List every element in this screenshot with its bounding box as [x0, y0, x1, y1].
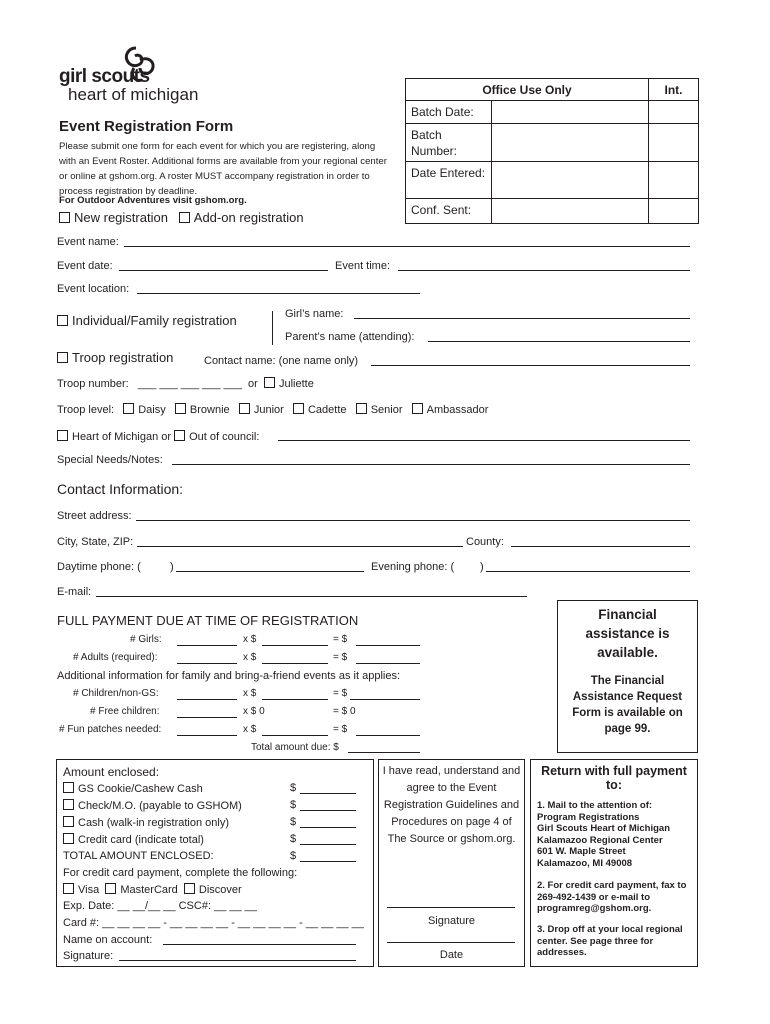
cookie-cash-amount-field[interactable]: [300, 793, 356, 794]
dollar-sign: $: [290, 833, 297, 845]
cash-amount-field[interactable]: [300, 827, 356, 828]
contact-name-field[interactable]: [371, 365, 690, 366]
address-line: Kalamazoo, MI 49008: [537, 857, 633, 869]
girls-price-field[interactable]: [262, 645, 328, 646]
csc-label: CSC#:: [178, 900, 212, 912]
date-entered-label: Date Entered:: [411, 166, 486, 180]
amount-enclosed-box: [56, 759, 374, 967]
amount-enclosed-heading: Amount enclosed:: [63, 765, 160, 779]
free-children-total: = $ 0: [333, 706, 356, 717]
exp-field[interactable]: __ __/__ __: [117, 900, 176, 912]
dollar-sign: $: [290, 850, 297, 862]
mastercard-label: MasterCard: [120, 884, 178, 896]
total-due-label: Total amount due: $: [251, 742, 339, 753]
discover-checkbox[interactable]: [184, 883, 195, 894]
email-label: E-mail:: [57, 586, 92, 598]
payment-heading: FULL PAYMENT DUE AT TIME OF REGISTRATION: [57, 613, 359, 628]
troop-number-blanks[interactable]: ___ ___ ___ ___ ___: [137, 378, 242, 390]
special-needs-field[interactable]: [172, 464, 690, 465]
event-location-field[interactable]: [137, 293, 420, 294]
enclosed-checkbox[interactable]: [63, 799, 74, 810]
fun-patches-field[interactable]: [177, 735, 237, 736]
office-use-box: [405, 78, 699, 224]
children-count-field[interactable]: [177, 699, 237, 700]
address-line: Program Registrations: [537, 811, 640, 823]
agreement-text: I have read, understand and agree to the Event Registration Guidelines and Procedures on page 4 of The Source or gshom.org.: [382, 765, 521, 845]
enclosed-checkbox[interactable]: [63, 833, 74, 844]
individual-registration-checkbox[interactable]: [57, 315, 68, 326]
int-label: Int.: [664, 83, 683, 97]
cc-instruction: For credit card payment, complete the following:: [63, 867, 298, 879]
new-registration-label: New registration: [74, 210, 168, 225]
level-daisy: Daisy: [138, 404, 166, 416]
level-junior: Junior: [253, 404, 284, 416]
evening-phone-field[interactable]: [486, 571, 690, 572]
new-registration-checkbox[interactable]: [59, 212, 70, 223]
hom-label: Heart of Michigan or: [72, 431, 172, 443]
children-equals: = $: [333, 688, 348, 699]
outdoor-note: For Outdoor Adventures visit gshom.org.: [59, 195, 247, 206]
city-field[interactable]: [137, 546, 463, 547]
girls-count-field[interactable]: [177, 645, 237, 646]
event-time-field[interactable]: [398, 270, 690, 271]
dollar-sign: $: [290, 799, 297, 811]
contact-heading: Contact Information:: [57, 481, 184, 497]
discover-label: Discover: [198, 884, 242, 896]
agreement-date-label: Date: [439, 949, 464, 961]
contact-name-label: Contact name: (one name only): [204, 355, 359, 367]
instructions: Please submit one form for each event for which you are registering, along with an Event Roster. Additional forms are available from your regional center or online at gshom.org. A roster MUST accompany registration in order to process registration by deadline.: [59, 141, 387, 197]
card-label: Card #:: [63, 917, 100, 929]
hom-checkbox[interactable]: [57, 430, 68, 441]
level-checkbox[interactable]: [123, 403, 134, 414]
logo-line2: heart of michigan: [68, 85, 199, 104]
county-label: County:: [466, 536, 504, 548]
level-ambassador: Ambassador: [426, 404, 489, 416]
mastercard-checkbox[interactable]: [105, 883, 116, 894]
total-enclosed-label: TOTAL AMOUNT ENCLOSED:: [63, 850, 214, 862]
check-amount-field[interactable]: [300, 810, 356, 811]
visa-checkbox[interactable]: [63, 883, 74, 894]
addon-registration-checkbox[interactable]: [179, 212, 190, 223]
dollar-sign: $: [290, 782, 297, 794]
evening-phone-label: Evening phone: (: [371, 561, 455, 573]
fun-patches-times: x $: [243, 724, 257, 735]
level-checkbox[interactable]: [239, 403, 250, 414]
financial-assistance-box: [557, 600, 698, 753]
out-of-council-checkbox[interactable]: [174, 430, 185, 441]
children-price-field[interactable]: [262, 699, 328, 700]
payment-signature-field[interactable]: [119, 960, 356, 961]
logo-line1: girl scouts: [59, 66, 150, 87]
exp-row: [63, 900, 257, 912]
agreement-date-field[interactable]: [387, 942, 515, 943]
name-on-account-field[interactable]: [163, 944, 356, 945]
event-date-field[interactable]: [119, 270, 328, 271]
parents-name-label: Parent’s name (attending):: [285, 331, 415, 343]
event-date-label: Event date:: [57, 260, 113, 272]
free-children-price: x $ 0: [243, 706, 265, 717]
girls-times: x $: [243, 634, 257, 645]
level-cadette: Cadette: [307, 404, 347, 416]
enclosed-checkbox[interactable]: [63, 782, 74, 793]
divider: [272, 311, 273, 345]
credit-amount-field[interactable]: [300, 844, 356, 845]
girls-total-field[interactable]: [356, 645, 420, 646]
enclosed-checkbox[interactable]: [63, 816, 74, 827]
fun-patches-total-field[interactable]: [356, 735, 420, 736]
card-type-row: [63, 883, 242, 896]
adults-price-field[interactable]: [262, 663, 328, 664]
out-of-council-field[interactable]: [278, 440, 690, 441]
level-checkbox[interactable]: [356, 403, 367, 414]
agreement-signature-label: Signature: [427, 915, 476, 927]
registration-type: [59, 210, 304, 225]
girls-name-label: Girl’s name:: [285, 308, 344, 320]
adults-total-field[interactable]: [356, 663, 420, 664]
csc-field[interactable]: __ __ __: [214, 900, 257, 912]
address-line: 601 W. Maple Street: [537, 846, 626, 857]
children-total-field[interactable]: [350, 699, 420, 700]
girls-equals: = $: [333, 634, 348, 645]
level-checkbox[interactable]: [175, 403, 186, 414]
return-step3: 3. Drop off at your local regional center. See page three for addresses.: [537, 924, 683, 958]
address-line: Girl Scouts Heart of Michigan: [537, 823, 671, 834]
return-step1: [537, 800, 693, 869]
event-time-label: Event time:: [335, 260, 391, 272]
office-use-title: Office Use Only: [482, 83, 572, 97]
form-title: Event Registration Form: [59, 118, 234, 135]
enclosed-item: GS Cookie/Cashew Cash: [63, 782, 203, 795]
fun-patches-label: # Fun patches needed:: [59, 724, 162, 735]
daytime-phone-label: Daytime phone: (: [57, 561, 141, 573]
financial-headline: Financial assistance is available.: [585, 607, 670, 660]
total-due-field[interactable]: [348, 752, 420, 753]
batch-number-label: Batch Number:: [411, 128, 458, 158]
troop-number-row: [57, 377, 314, 390]
email-field[interactable]: [96, 596, 527, 597]
adults-times: x $: [243, 652, 257, 663]
return-step2: 2. For credit card payment, fax to 269-492-1439 or e-mail to programreg@gshom.org.: [537, 880, 687, 914]
event-location-label: Event location:: [57, 283, 130, 295]
level-senior: Senior: [370, 404, 403, 416]
out-of-council-label: Out of council:: [189, 431, 260, 443]
exp-label: Exp. Date:: [63, 900, 115, 912]
or-text: or: [248, 378, 258, 390]
event-name-label: Event name:: [57, 236, 119, 248]
card-number-row: [63, 917, 364, 929]
address-line: Kalamazoo Regional Center: [537, 834, 663, 846]
return-heading: Return with full payment to:: [541, 764, 687, 792]
addon-registration-label: Add-on registration: [193, 210, 304, 225]
individual-registration: [57, 313, 237, 328]
signature-label: Signature:: [63, 950, 114, 962]
troop-level-row: [57, 403, 488, 416]
card-number-field[interactable]: __ __ __ __ - __ __ __ __ - __ __ __ __ - __ __ __ __: [102, 917, 364, 929]
level-checkbox[interactable]: [293, 403, 304, 414]
girls-count-label: # Girls:: [130, 634, 162, 645]
street-label: Street address:: [57, 510, 132, 522]
financial-body: The Financial Assistance Request Form is available on page 99.: [572, 675, 683, 735]
troop-registration-label: Troop registration: [72, 350, 174, 365]
evening-phone-close: ): [480, 561, 484, 573]
free-children-label: # Free children:: [90, 706, 160, 717]
enclosed-item: Credit card (indicate total): [63, 833, 204, 846]
adults-count-field[interactable]: [177, 663, 237, 664]
adults-equals: = $: [333, 652, 348, 663]
daytime-phone-close: ): [170, 561, 174, 573]
troop-number-label: Troop number:: [57, 378, 129, 390]
free-children-field[interactable]: [177, 717, 237, 718]
enclosed-item: Cash (walk-in registration only): [63, 816, 229, 829]
city-label: City, State, ZIP:: [57, 536, 134, 548]
daytime-phone-field[interactable]: [176, 571, 364, 572]
batch-date-label: Batch Date:: [411, 105, 474, 119]
agreement-box: [378, 759, 525, 967]
street-field[interactable]: [136, 520, 690, 521]
fun-patches-equals: = $: [333, 724, 348, 735]
return-box: [530, 759, 698, 967]
dollar-sign: $: [290, 816, 297, 828]
conf-sent-label: Conf. Sent:: [411, 203, 472, 217]
troop-registration-checkbox[interactable]: [57, 352, 68, 363]
level-checkbox[interactable]: [412, 403, 423, 414]
step1-title: 1. Mail to the attention of:: [537, 800, 653, 811]
name-on-account-label: Name on account:: [63, 934, 153, 946]
council-row: [57, 430, 259, 443]
children-times: x $: [243, 688, 257, 699]
juliette-checkbox[interactable]: [264, 377, 275, 388]
fun-patches-price-field[interactable]: [262, 735, 328, 736]
troop-registration: [57, 350, 173, 365]
event-name-field[interactable]: [124, 246, 690, 247]
girls-name-field[interactable]: [354, 318, 690, 319]
visa-label: Visa: [78, 884, 100, 896]
children-count-label: # Children/non-GS:: [73, 688, 159, 699]
troop-level-label: Troop level:: [57, 404, 115, 416]
agreement-signature-field[interactable]: [387, 907, 515, 908]
juliette-label: Juliette: [278, 378, 314, 390]
special-needs-label: Special Needs/Notes:: [57, 454, 163, 466]
enclosed-item: Check/M.O. (payable to GSHOM): [63, 799, 242, 812]
level-brownie: Brownie: [189, 404, 230, 416]
county-field[interactable]: [511, 546, 690, 547]
additional-info-heading: Additional information for family and bring-a-friend events as it applies:: [57, 670, 401, 682]
adults-count-label: # Adults (required):: [73, 652, 158, 663]
total-enclosed-field[interactable]: [300, 861, 356, 862]
individual-registration-label: Individual/Family registration: [72, 313, 237, 328]
parents-name-field[interactable]: [428, 341, 690, 342]
